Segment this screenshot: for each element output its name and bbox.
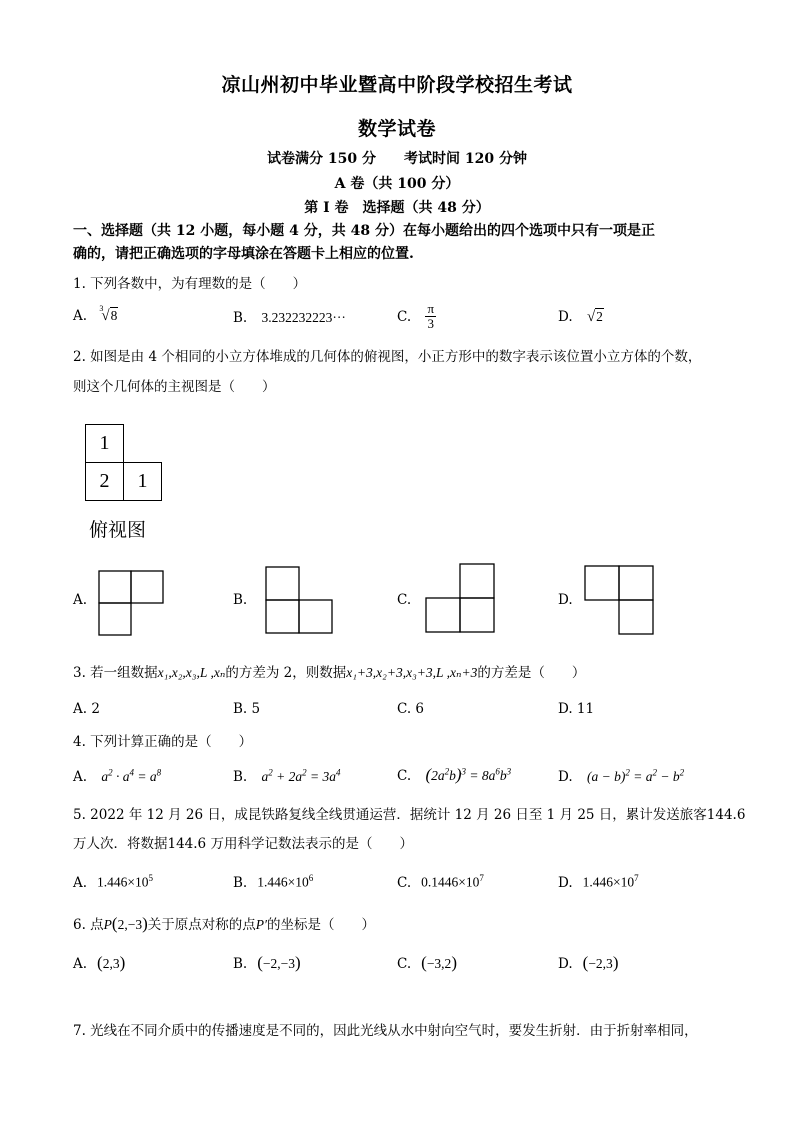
q1-option-c[interactable]: C. $\frac{\pi}{3}$ xyxy=(397,301,435,331)
q2-stem-line2: 则这个几何体的主视图是（ ） xyxy=(73,379,276,395)
exam-info: 试卷满分 150 分 考试时间 120 分钟 xyxy=(267,151,527,167)
q3-option-a[interactable]: A. 2 xyxy=(73,701,100,717)
q6-option-a[interactable]: A. (2,3) xyxy=(73,953,126,972)
q3-stem: 3. 若一组数据x₁,x₂,x₃,L ,xₙ的方差为 2，则数据x₁+3,x₂+3,x₃+3,L ,xₙ+3的方差是（ ） xyxy=(73,665,586,681)
q5-option-a[interactable]: A. $1.446\times 10^5$ xyxy=(73,873,154,891)
q4-option-d[interactable]: D. $(a - b)^2 = a^2 - b^2$ xyxy=(558,767,685,785)
q3-data-original: x₁,x₂,x₃,L ,xₙ xyxy=(157,665,226,680)
q2-option-a-label[interactable]: A. xyxy=(73,592,88,608)
paper-subtitle: 数学试卷 xyxy=(357,118,436,140)
q4-option-a[interactable]: A. $a^2 \cdot a^4 = a^8$ xyxy=(73,767,162,785)
q5-stem-line2: 万人次．将数据144.6 万用科学记数法表示的是（ ） xyxy=(73,836,413,852)
instructions-line2: 确的，请把正确选项的字母填涂在答题卡上相应的位置. xyxy=(73,246,414,262)
q3-data-shifted: x₁+3,x₂+3,x₃+3,L ,xₙ+3 xyxy=(346,665,478,680)
q5-option-c[interactable]: C. $0.1446\times 10^7$ xyxy=(397,873,484,891)
q2-option-a-figure xyxy=(98,570,164,636)
q6-option-d[interactable]: D. (−2,3) xyxy=(558,953,619,972)
q2-option-b-figure xyxy=(265,566,333,634)
q3-option-b[interactable]: B. 5 xyxy=(233,701,261,717)
q3-option-c[interactable]: C. 6 xyxy=(397,701,425,717)
part-heading: 第 I 卷 选择题（共 48 分） xyxy=(304,200,490,216)
q1-option-d[interactable]: D. √2 xyxy=(558,309,603,325)
q2-option-c-figure xyxy=(425,563,495,633)
q2-option-c-label[interactable]: C. xyxy=(397,592,412,608)
top-view-cell: 1 xyxy=(123,462,162,501)
q5-option-b[interactable]: B. $1.446\times 10^6$ xyxy=(233,873,314,891)
q4-option-c[interactable]: C. $(2a^2b)^3 = 8a^6b^3$ xyxy=(397,765,512,784)
q4-stem: 4. 下列计算正确的是（ ） xyxy=(73,734,253,750)
top-view-grid xyxy=(85,424,163,502)
q6-option-b[interactable]: B. (−2,−3) xyxy=(233,953,301,972)
q5-stem-line1: 5. 2022 年 12 月 26 日，成昆铁路复线全线贯通运营．据统计 12 月 26 日至 1 月 25 日，累计发送旅客144.6 xyxy=(73,807,746,823)
q1-option-b[interactable]: B. 3.232232223··· xyxy=(233,310,346,326)
instructions-line1: 一、选择题（共 12 小题，每小题 4 分，共 48 分）在每小题给出的四个选项中只有一项是正 xyxy=(73,223,655,239)
q4-option-b[interactable]: B. $a^2 + 2a^2 = 3a^4$ xyxy=(233,767,341,785)
exam-title: 凉山州初中毕业暨高中阶段学校招生考试 xyxy=(221,74,573,96)
section-heading: A 卷（共 100 分） xyxy=(334,176,460,192)
q1-stem: 1. 下列各数中，为有理数的是（ ） xyxy=(73,276,307,292)
top-view-caption: 俯视图 xyxy=(89,519,147,541)
top-view-cell: 1 xyxy=(85,424,124,463)
q2-stem-line1: 2. 如图是由 4 个相同的小立方体堆成的几何体的俯视图，小正方形中的数字表示该位置小立方体的个数， xyxy=(73,349,702,365)
q5-option-d[interactable]: D. $1.446\times 10^7$ xyxy=(558,873,639,891)
q6-stem: 6. 点P(2,−3)关于原点对称的点P′的坐标是（ ） xyxy=(73,914,375,933)
q2-option-b-label[interactable]: B. xyxy=(233,592,248,608)
q2-option-d-label[interactable]: D. xyxy=(558,592,573,608)
q2-option-d-figure xyxy=(584,565,654,635)
q3-option-d[interactable]: D. 11 xyxy=(558,701,595,717)
q7-stem: 7. 光线在不同介质中的传播速度是不同的，因此光线从水中射向空气时，要发生折射．由于折射率相同， xyxy=(73,1023,698,1039)
top-view-cell: 2 xyxy=(85,462,124,501)
q1-option-a[interactable]: A. 3 √8 xyxy=(73,304,118,324)
q6-option-c[interactable]: C. (−3,2) xyxy=(397,953,457,972)
